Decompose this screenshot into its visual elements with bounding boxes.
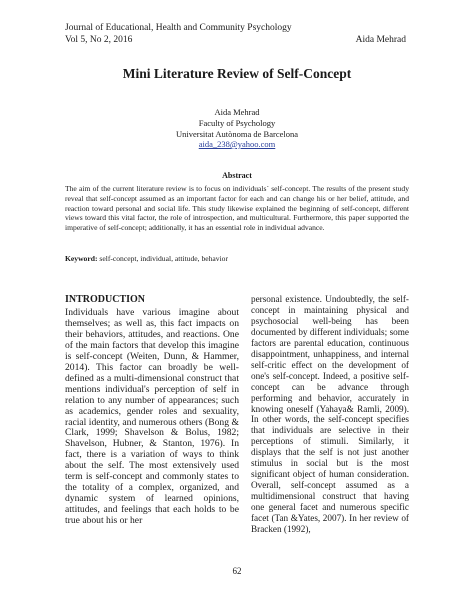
abstract-heading: Abstract (222, 171, 252, 180)
author-email-link[interactable]: aida_238@yahoo.com (198, 139, 276, 149)
introduction-right-text: personal existence. Undoubtedly, the self-concept in maintaining physical and psychosocial well-being has been documented by different individuals; some factors are parental education, continuous disappointment, unhappiness, and internal self-critic effect on the development of one's self-concept. Indeed, a positive self-concept can be advance through performing and behavior, accurately in knowing oneself (Yahaya& Ramli, 2009). In other words, the self-concept specifies that individuals are selective in their perceptions of stimuli. Similarly, it displays that the self is not just another stimulus in social but is the most significant object of human consideration. Overall, self-concept assumed as a multidimensional construct that having one general facet and numerous specific facet (Tan &Yates, 2007). In her review of Bracken (1992), (251, 294, 409, 535)
keywords-text: self-concept, individual, attitude, behavior (97, 254, 229, 263)
author-faculty: Faculty of Psychology (198, 118, 276, 128)
journal-name: Journal of Educational, Health and Community Psychology (65, 23, 292, 33)
abstract-text: The aim of the current literature review is to focus on individuals´ self-concept. The results of the present study reveal that self-concept assumed as an important factor for each and can change his or her belief, attitude, and reaction toward personal and social life. This study likewise explained the beginning of self-concept, different views toward this vital factor, the role of introspection, and multicultural. Furthermore, this paper supported the imperative of self-concept; additionally, it has an essential role in individual advance. (65, 184, 409, 233)
left-column (65, 294, 239, 527)
page-number: 62 (232, 566, 242, 576)
introduction-heading: INTRODUCTION (65, 294, 146, 305)
author-name: Aida Mehrad (214, 107, 260, 117)
author-university: Universitat Autònoma de Barcelona (175, 128, 299, 139)
header-author: Aida Mehrad (355, 35, 406, 45)
introduction-left-text: Individuals have various imagine about themselves; as well as, this fact impacts on their behaviors, attitudes, and reactions. One of the main factors that develop this imagine is self-concept (Weiten, Dunn, & Hammer, 2014). This factor can broadly be well-defined as a multi-dimensional construct that mentions individual's perception of self in relation to any number of appearances; such as academics, gender roles and sexuality, racial identity, and numerous others (Bong & Clark, 1999; Shavelson & Bolus, 1982; Shavelson, Hubner, & Stanton, 1976). In fact, there is a variation of ways to think about the self. The most extensively used term is self-concept and commonly states to the totality of a complex, organized, and dynamic system of learned opinions, attitudes, and feelings that each holds to be true about his or her (65, 307, 239, 527)
right-column (251, 294, 409, 535)
keywords-label: Keyword: (65, 254, 98, 263)
paper-title: Mini Literature Review of Self-Concept (122, 66, 352, 81)
author-email-line (0, 139, 474, 150)
journal-volume: Vol 5, No 2, 2016 (65, 35, 133, 45)
keywords-line (65, 254, 409, 264)
